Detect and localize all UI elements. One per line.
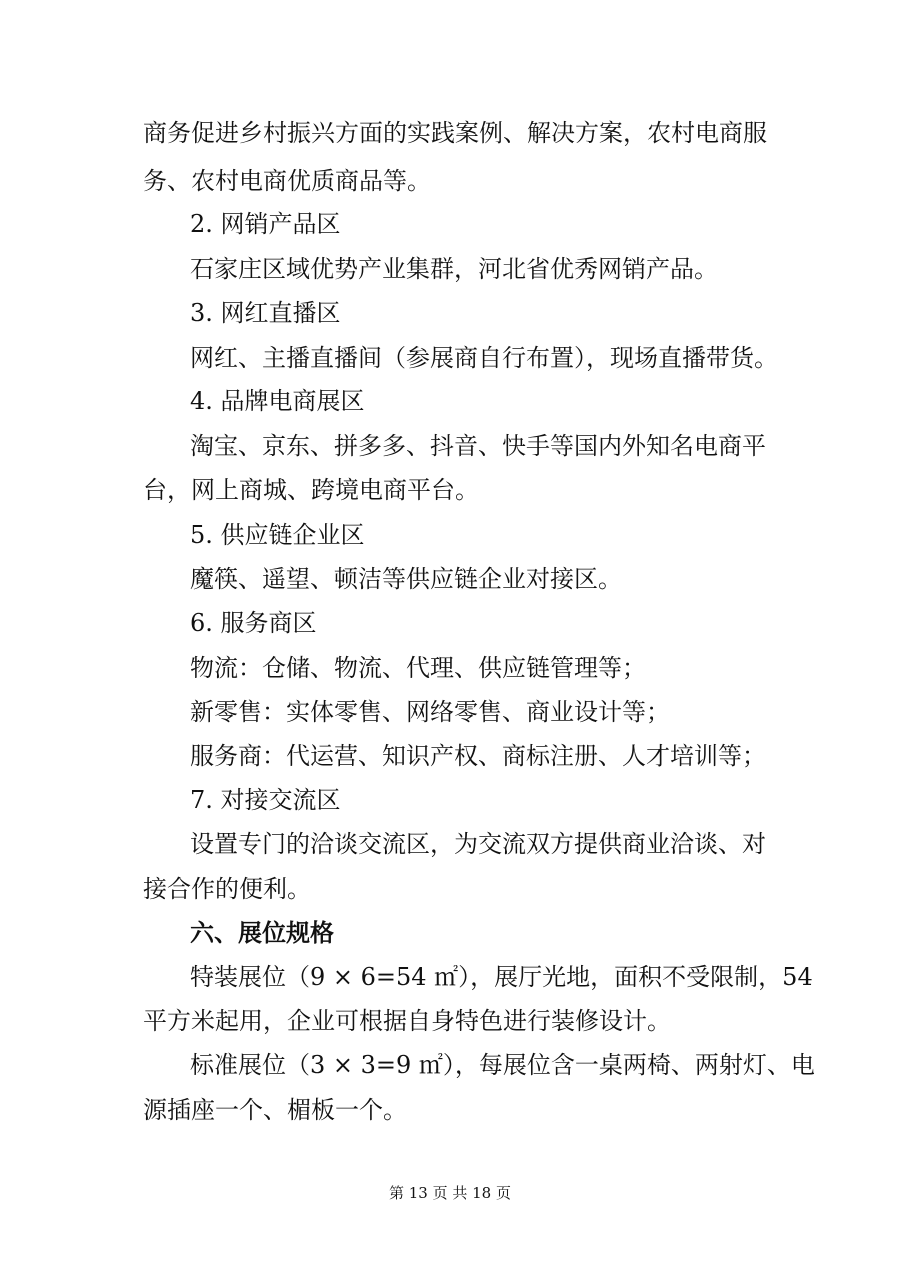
paragraph-line: 务、农村电商优质商品等。 <box>143 167 431 195</box>
subheading-brand-ecommerce: 4. 品牌电商展区 <box>190 387 365 415</box>
paragraph-line: 源插座一个、楣板一个。 <box>143 1096 407 1124</box>
subheading-supply-chain: 5. 供应链企业区 <box>190 521 365 549</box>
subheading-exchange-area: 7. 对接交流区 <box>190 786 341 814</box>
paragraph-line: 台，网上商城、跨境电商平台。 <box>143 476 479 504</box>
subheading-online-products: 2. 网销产品区 <box>190 210 341 238</box>
paragraph-line: 淘宝、京东、拼多多、抖音、快手等国内外知名电商平 <box>190 432 766 460</box>
paragraph-line: 接合作的便利。 <box>143 875 311 903</box>
subheading-live-streaming: 3. 网红直播区 <box>190 299 341 327</box>
paragraph-line: 商务促进乡村振兴方面的实践案例、解决方案，农村电商服 <box>143 119 767 147</box>
paragraph-line: 石家庄区域优势产业集群，河北省优秀网销产品。 <box>190 255 718 283</box>
paragraph-line: 特装展位（9 × 6=54 ㎡），展厅光地，面积不受限制，54 <box>190 963 813 991</box>
paragraph-line: 新零售：实体零售、网络零售、商业设计等； <box>190 698 670 726</box>
page-number: 第 13 页 共 18 页 <box>388 1184 511 1202</box>
paragraph-line: 设置专门的洽谈交流区，为交流双方提供商业洽谈、对 <box>190 830 766 858</box>
subheading-service-providers: 6. 服务商区 <box>190 609 317 637</box>
paragraph-line: 标准展位（3 × 3=9 ㎡），每展位含一桌两椅、两射灯、电 <box>190 1051 815 1079</box>
paragraph-line: 物流：仓储、物流、代理、供应链管理等； <box>190 654 646 682</box>
paragraph-line: 平方米起用，企业可根据自身特色进行装修设计。 <box>143 1007 671 1035</box>
paragraph-line: 网红、主播直播间（参展商自行布置），现场直播带货。 <box>190 344 778 372</box>
paragraph-line: 服务商：代运营、知识产权、商标注册、人才培训等； <box>190 742 766 770</box>
section-heading-booth-spec: 六、展位规格 <box>190 919 334 947</box>
paragraph-line: 魔筷、遥望、顿洁等供应链企业对接区。 <box>190 565 622 593</box>
